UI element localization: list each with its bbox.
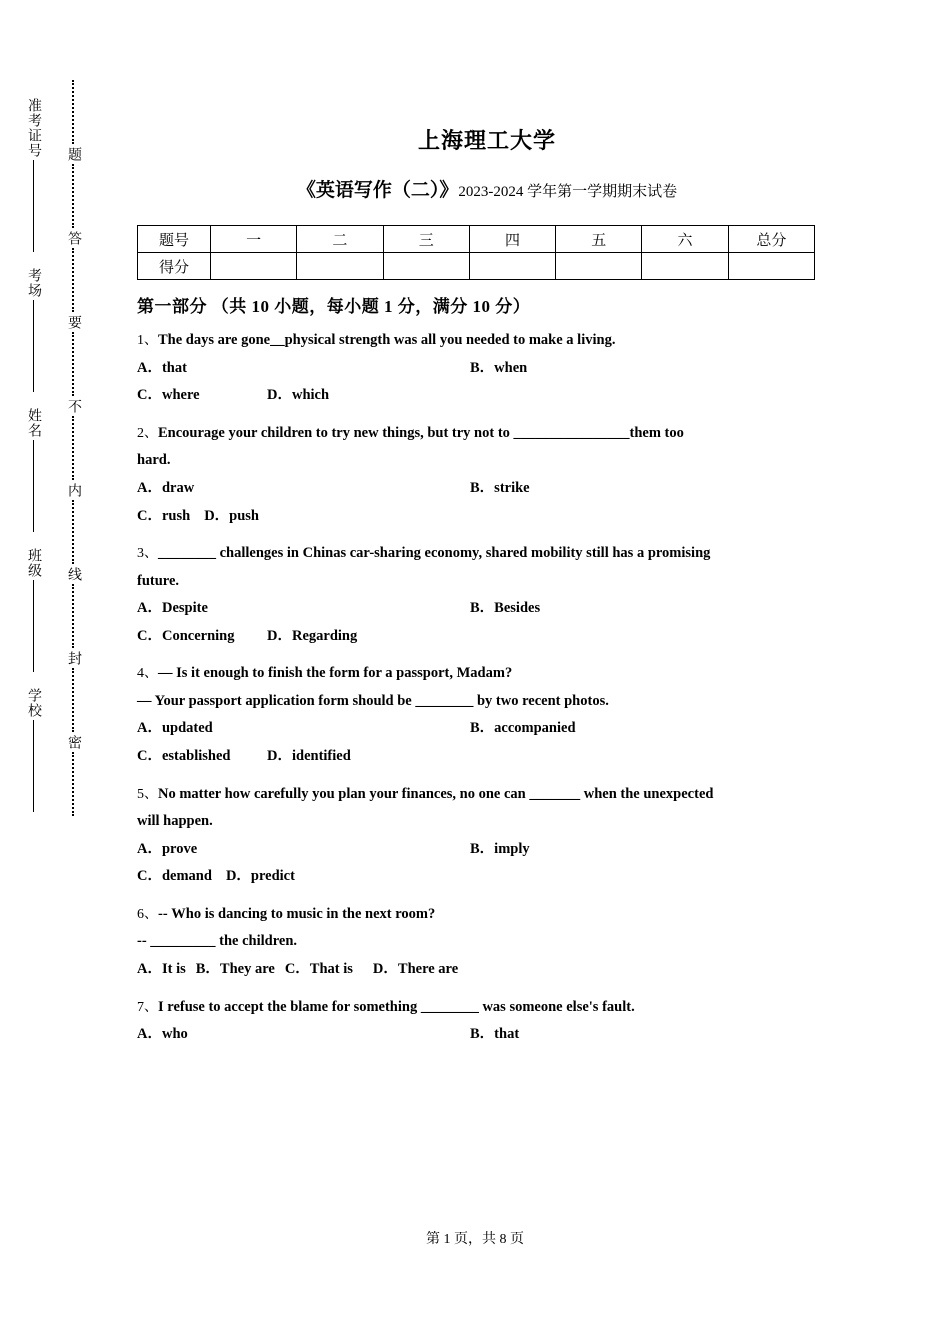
option-b[interactable]: B．that bbox=[470, 1026, 520, 1043]
score-table-column-header: 五 bbox=[556, 226, 642, 253]
question-stem-continued: -- _________ the children. bbox=[137, 933, 298, 950]
question-item bbox=[137, 540, 837, 650]
seal-field-label: 姓名 bbox=[26, 408, 41, 438]
score-table-column-header: 六 bbox=[642, 226, 728, 253]
score-table-column-header: 三 bbox=[383, 226, 469, 253]
seal-field-rule bbox=[33, 440, 34, 532]
table-row-scores bbox=[138, 253, 815, 280]
seal-warning-char: 答 bbox=[66, 231, 81, 245]
seal-dotted-line bbox=[72, 416, 74, 480]
option-row bbox=[137, 382, 837, 410]
score-table-column-header: 四 bbox=[469, 226, 555, 253]
seal-warning-char: 内 bbox=[66, 483, 81, 497]
seal-field-rule bbox=[33, 580, 34, 672]
seal-warning-char: 要 bbox=[66, 315, 81, 329]
question-stem-continued: hard. bbox=[137, 452, 171, 469]
seal-warning-char: 题 bbox=[66, 147, 81, 161]
question-item bbox=[137, 901, 837, 984]
option-c[interactable]: C．That is bbox=[284, 960, 353, 977]
option-b[interactable]: B．when bbox=[470, 359, 528, 376]
option-c[interactable]: C．Concerning bbox=[137, 627, 235, 644]
option-c[interactable]: C．where bbox=[137, 387, 200, 404]
question-number: 7、 bbox=[137, 999, 158, 1015]
score-cell[interactable] bbox=[211, 253, 297, 280]
option-a[interactable]: A．that bbox=[137, 359, 187, 376]
score-table bbox=[137, 225, 815, 280]
option-a[interactable]: A．prove bbox=[137, 840, 198, 857]
seal-warning-char: 密 bbox=[66, 735, 81, 749]
option-row bbox=[137, 1021, 837, 1049]
question-text: I refuse to accept the blame for something ________ was someone else's fault. bbox=[158, 998, 635, 1015]
exam-paper-body bbox=[137, 0, 837, 1049]
seal-field-label: 班级 bbox=[26, 548, 41, 578]
option-row bbox=[137, 475, 837, 503]
question-text: No matter how carefully you plan your finances, no one can _______ when the unexpected bbox=[158, 785, 714, 802]
score-table-column-header: 一 bbox=[211, 226, 297, 253]
question-stem bbox=[137, 994, 837, 1022]
option-row bbox=[137, 715, 837, 743]
seal-field-rule bbox=[33, 160, 34, 252]
question-item bbox=[137, 327, 837, 410]
question-stem bbox=[137, 901, 837, 929]
option-row bbox=[137, 623, 837, 651]
option-a[interactable]: A．updated bbox=[137, 720, 213, 737]
option-d[interactable]: D．identified bbox=[267, 748, 351, 765]
seal-field-school bbox=[26, 688, 40, 812]
option-c[interactable]: C．established bbox=[137, 748, 231, 765]
option-a[interactable]: A．It is bbox=[137, 960, 186, 977]
option-a[interactable]: A．who bbox=[137, 1026, 188, 1043]
exam-subtitle bbox=[137, 180, 837, 203]
seal-field-label: 准考证号 bbox=[26, 98, 41, 158]
score-table-row-label: 题号 bbox=[138, 226, 211, 253]
seal-dotted-line bbox=[72, 248, 74, 312]
score-cell[interactable] bbox=[728, 253, 814, 280]
seal-dotted-line bbox=[72, 584, 74, 648]
table-row-headers bbox=[138, 226, 815, 253]
score-cell[interactable] bbox=[383, 253, 469, 280]
seal-field-class bbox=[26, 548, 40, 672]
question-number: 5、 bbox=[137, 786, 158, 802]
question-number: 4、 bbox=[137, 666, 158, 682]
university-title: 上海理工大学 bbox=[417, 128, 556, 153]
question-stem-continued: — Your passport application form should be ________ by two recent photos. bbox=[137, 692, 609, 709]
question-text: — Is it enough to finish the form for a passport, Madam? bbox=[158, 665, 513, 682]
score-table-row-label: 得分 bbox=[138, 253, 211, 280]
score-cell[interactable] bbox=[642, 253, 728, 280]
option-row bbox=[137, 595, 837, 623]
seal-dotted-line bbox=[72, 668, 74, 732]
score-table-column-header: 二 bbox=[297, 226, 383, 253]
question-stem bbox=[137, 660, 837, 688]
score-cell[interactable] bbox=[556, 253, 642, 280]
question-text: Encourage your children to try new things, but try not to ________________them too bbox=[158, 424, 684, 441]
seal-field-label: 学校 bbox=[26, 688, 41, 718]
option-a[interactable]: A．draw bbox=[137, 480, 195, 497]
option-row bbox=[137, 355, 837, 383]
seal-dotted-line bbox=[72, 80, 74, 144]
option-d[interactable]: D．predict bbox=[225, 868, 295, 885]
question-stem-continued: will happen. bbox=[137, 813, 213, 830]
score-table-column-header: 总分 bbox=[728, 226, 814, 253]
question-number: 3、 bbox=[137, 546, 158, 562]
page-footer: 第 1 页，共 8 页 bbox=[426, 1232, 524, 1247]
seal-fields-column bbox=[16, 80, 50, 1080]
seal-field-label: 考场 bbox=[26, 268, 41, 298]
seal-margin bbox=[0, 0, 110, 1344]
option-d[interactable]: D．push bbox=[204, 507, 259, 524]
option-c[interactable]: C．demand bbox=[137, 868, 212, 885]
seal-field-rule bbox=[33, 720, 34, 812]
option-row bbox=[137, 863, 837, 891]
question-stem bbox=[137, 781, 837, 809]
subject-name: 《英语写作（二）》 bbox=[296, 180, 459, 202]
option-row bbox=[137, 503, 837, 531]
seal-dotted-line bbox=[72, 752, 74, 816]
seal-warning-char: 线 bbox=[66, 567, 81, 581]
option-d[interactable]: D．which bbox=[267, 387, 330, 404]
seal-warning-char: 封 bbox=[66, 651, 81, 665]
seal-warning-column bbox=[56, 80, 90, 1080]
option-row bbox=[137, 836, 837, 864]
option-d[interactable]: D．Regarding bbox=[267, 627, 358, 644]
question-item bbox=[137, 994, 837, 1049]
question-number: 1、 bbox=[137, 333, 158, 349]
option-d[interactable]: D．There are bbox=[372, 960, 459, 977]
seal-warning-char: 不 bbox=[66, 399, 81, 413]
option-b[interactable]: B．accompanied bbox=[470, 720, 576, 737]
question-text: The days are gone__physical strength was all you needed to make a living. bbox=[158, 332, 616, 349]
question-stem-continued: future. bbox=[137, 572, 180, 589]
section-heading: 第一部分 （共 10 小题，每小题 1 分，满分 10 分） bbox=[137, 297, 531, 317]
seal-dotted-line bbox=[72, 332, 74, 396]
score-cell[interactable] bbox=[469, 253, 555, 280]
seal-field-exam-number bbox=[26, 98, 40, 252]
option-a[interactable]: A．Despite bbox=[137, 600, 208, 617]
score-cell[interactable] bbox=[297, 253, 383, 280]
question-stem bbox=[137, 420, 837, 448]
seal-dotted-line bbox=[72, 164, 74, 228]
question-number: 6、 bbox=[137, 906, 158, 922]
option-c[interactable]: C．rush bbox=[137, 507, 191, 524]
option-b[interactable]: B．strike bbox=[470, 480, 530, 497]
option-b[interactable]: B．They are bbox=[195, 960, 275, 977]
option-b[interactable]: B．Besides bbox=[470, 600, 541, 617]
question-stem bbox=[137, 327, 837, 355]
option-row bbox=[137, 956, 837, 984]
option-b[interactable]: B．imply bbox=[470, 840, 530, 857]
question-text: ________ challenges in Chinas car-sharing economy, shared mobility still has a promising bbox=[158, 545, 711, 562]
question-item bbox=[137, 781, 837, 891]
seal-dotted-line bbox=[72, 500, 74, 564]
seal-field-exam-room bbox=[26, 268, 40, 392]
question-stem bbox=[137, 540, 837, 568]
seal-field-rule bbox=[33, 300, 34, 392]
question-item bbox=[137, 660, 837, 770]
seal-field-name bbox=[26, 408, 40, 532]
question-item bbox=[137, 420, 837, 530]
option-row bbox=[137, 743, 837, 771]
term-name: 2023-2024 学年第一学期期末试卷 bbox=[458, 184, 678, 201]
question-number: 2、 bbox=[137, 425, 158, 441]
question-text: -- Who is dancing to music in the next room? bbox=[158, 905, 436, 922]
